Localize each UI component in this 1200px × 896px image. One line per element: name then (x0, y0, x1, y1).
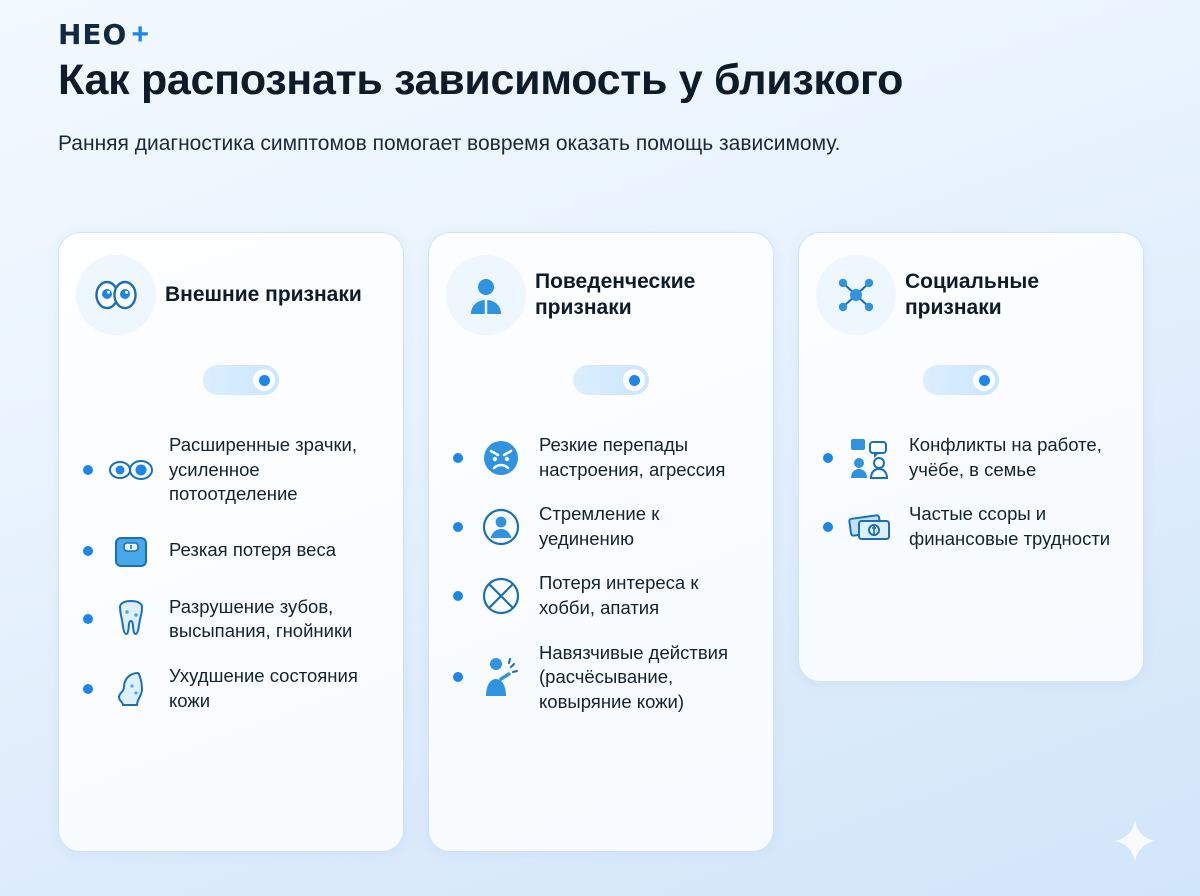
signs-list (83, 423, 379, 723)
card-external-signs (58, 232, 404, 852)
list-item-text: Стремление к уединению (539, 503, 660, 549)
list-item (823, 492, 1119, 561)
toggle-knob (973, 369, 995, 391)
pupils-icon (105, 446, 157, 494)
money-icon (845, 503, 897, 551)
toggle-social-signs[interactable] (923, 365, 999, 395)
brand-logo (58, 18, 149, 51)
list-item (453, 423, 749, 492)
scratching-person-icon (475, 653, 527, 701)
signs-list (453, 423, 749, 724)
bullet-icon (823, 522, 833, 532)
signs-list (823, 423, 1119, 561)
list-item (83, 654, 379, 723)
toggle-external-signs[interactable] (203, 365, 279, 395)
page-title: Как распознать зависимость у близкого (58, 56, 904, 104)
card-social-signs (798, 232, 1144, 682)
card-title: Поведенческие признаки (535, 270, 696, 319)
list-item (83, 517, 379, 585)
sparkle-icon (1114, 820, 1156, 862)
bullet-icon (83, 465, 93, 475)
list-item (83, 423, 379, 517)
card-title: Внешние признаки (165, 283, 362, 307)
card-header (83, 259, 379, 331)
bullet-icon (83, 684, 93, 694)
bullet-icon (823, 453, 833, 463)
person-circle-icon (475, 503, 527, 551)
list-item-text: Разрушение зубов, высыпания, гнойники (169, 595, 353, 642)
list-item-text: Расширенные зрачки, усиленное потоотделение (169, 434, 358, 505)
list-item-text: Резкие перепады настроения, агрессия (539, 434, 726, 480)
list-item (453, 561, 749, 630)
list-item-text: Резкая потеря веса (169, 539, 336, 561)
cards-container (58, 232, 1144, 852)
person-icon (453, 262, 519, 328)
list-item-text: Конфликты на работе, учёбе, в семье (909, 434, 1102, 480)
conflict-people-icon (845, 434, 897, 482)
list-item (453, 492, 749, 561)
list-item-text: Потеря интереса к хобби, апатия (539, 572, 699, 618)
crossed-circle-icon (475, 572, 527, 620)
card-title: Социальные признаки (905, 270, 1040, 319)
eyes-icon (83, 262, 149, 328)
bullet-icon (83, 546, 93, 556)
toggle-knob (253, 369, 275, 391)
brand-name: HEO (58, 18, 128, 51)
network-icon (823, 262, 889, 328)
bullet-icon (453, 522, 463, 532)
list-item (453, 631, 749, 725)
list-item-text: Частые ссоры и финансовые трудности (909, 503, 1111, 549)
page-subtitle: Ранняя диагностика симптомов помогает вовремя оказать помощь зависимому. (58, 132, 841, 155)
brand-plus: + (131, 17, 149, 51)
list-item (83, 585, 379, 654)
angry-face-icon (475, 434, 527, 482)
card-header (453, 259, 749, 331)
list-item-text: Ухудшение состояния кожи (169, 664, 358, 711)
scale-icon (105, 527, 157, 575)
list-item-text: Навязчивые действия (расчёсывание, ковыряние кожи) (539, 641, 729, 712)
face-skin-icon (105, 665, 157, 713)
bullet-icon (453, 672, 463, 682)
tooth-icon (105, 595, 157, 643)
bullet-icon (83, 614, 93, 624)
toggle-behavioral-signs[interactable] (573, 365, 649, 395)
list-item (823, 423, 1119, 492)
card-behavioral-signs (428, 232, 774, 852)
bullet-icon (453, 453, 463, 463)
card-header (823, 259, 1119, 331)
bullet-icon (453, 591, 463, 601)
toggle-knob (623, 369, 645, 391)
